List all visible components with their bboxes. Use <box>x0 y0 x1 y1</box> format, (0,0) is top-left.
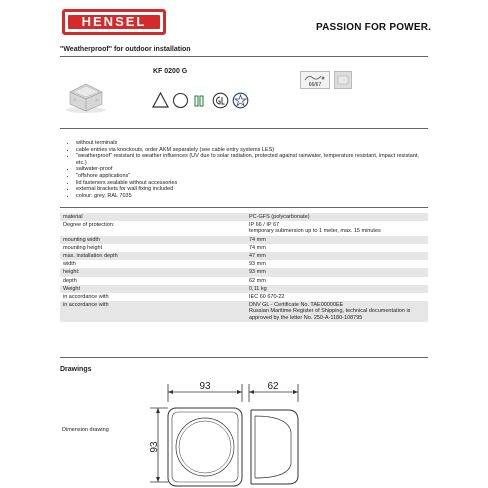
spec-value: 93 mm <box>246 268 428 276</box>
logo-text: HENSEL <box>68 15 160 29</box>
spec-value: 74 mm <box>246 236 428 244</box>
spec-label: mounting width <box>60 236 246 244</box>
drawings-title: Drawings <box>60 366 92 373</box>
spec-value: DNV GL - Certificate No. TAE00000EE Russian Maritime Register of Shipping, technical documentation is approved by the letter No. 250-A-1180-108795 <box>246 301 428 322</box>
gl-mark-icon <box>212 92 229 109</box>
ce-mark-icon <box>192 92 209 109</box>
spec-row <box>60 301 428 322</box>
spec-row <box>60 221 428 235</box>
spec-label: in accordance with <box>63 294 109 301</box>
spec-value: 47 mm <box>246 252 428 260</box>
spec-value: PC-GFS (polycarbonate) <box>246 213 428 221</box>
product-model: KF 0200 G <box>153 68 188 75</box>
colour-swatch <box>334 71 352 89</box>
spec-label: in accordance with <box>60 301 246 322</box>
feature-list <box>64 140 426 199</box>
spec-value: IP 66 / IP 67 temporary submersion up to 1 meter, max. 15 minutes <box>249 222 381 235</box>
spec-value: 62 mm <box>249 277 266 284</box>
spec-row <box>60 244 428 252</box>
ip-rating-badge <box>300 71 330 89</box>
spec-row <box>60 260 428 268</box>
divider-specs <box>60 207 428 208</box>
product-image <box>64 80 108 114</box>
feature-item: • "weatherproof" resistant to weather influences (UV due to solar radiation, protected against rainwater, temperature resistant, impact resistant, etc.) <box>76 153 426 166</box>
ip-rating-text: 66/67 <box>308 82 322 88</box>
spec-value: 0,11 kg <box>246 285 428 293</box>
spec-label: material <box>60 213 246 221</box>
depth-dim-label: 62 <box>267 381 279 392</box>
page-header <box>0 0 488 46</box>
spec-label: Weight <box>60 285 246 293</box>
spec-label: height: <box>60 268 246 276</box>
spec-row <box>60 213 428 221</box>
spec-value: 93 mm <box>249 261 266 268</box>
feature-item: • "offshore applications" <box>76 173 426 180</box>
divider-features <box>60 128 428 129</box>
spec-label: max. installation depth <box>60 252 246 260</box>
spec-label: Degree of protection: <box>63 222 115 229</box>
feature-item: • saltwater-proof <box>76 166 426 173</box>
spec-value: IEC 60 670-22 <box>249 294 285 301</box>
spec-label: width <box>63 261 76 268</box>
spec-row <box>60 277 428 285</box>
dimension-drawing-label: Dimension drawing <box>62 427 109 433</box>
width-dim-label: 93 <box>199 381 211 392</box>
page-subtitle: "Weatherproof" for outdoor installation <box>60 46 191 53</box>
feature-item: • external brackets for wall fixing included <box>76 186 426 193</box>
ve-mark-icon <box>152 92 169 109</box>
water-jet-icon <box>301 72 329 82</box>
divider-drawings <box>60 357 428 358</box>
spec-value: 74 mm <box>249 244 266 251</box>
height-dim-label: 93 <box>149 441 160 453</box>
dimension-drawing <box>148 380 308 488</box>
swatch-icon <box>335 72 351 88</box>
spec-row <box>60 252 428 260</box>
spec-row <box>60 285 428 293</box>
front-view-lid <box>176 418 234 476</box>
spec-row <box>60 293 428 301</box>
feature-item: • colour: grey, RAL 7035 <box>76 193 426 200</box>
divider-top <box>60 56 428 57</box>
tagline: PASSION FOR POWER. <box>316 22 432 33</box>
de-mark-icon <box>172 92 189 109</box>
spec-table <box>60 213 428 322</box>
feature-item: • cable entries via knockouts, order AKM separately (see cable entry systems LES) <box>76 147 426 154</box>
spec-label: mounting height <box>63 244 103 251</box>
spec-label: depth <box>63 277 77 284</box>
spec-row <box>60 268 428 276</box>
feature-item: • without terminals <box>76 140 426 147</box>
hensel-logo <box>62 9 166 35</box>
russian-register-icon <box>232 92 249 109</box>
certification-icons <box>152 92 249 109</box>
spec-row <box>60 236 428 244</box>
feature-item: • lid fasteners sealable without accessories <box>76 180 426 187</box>
